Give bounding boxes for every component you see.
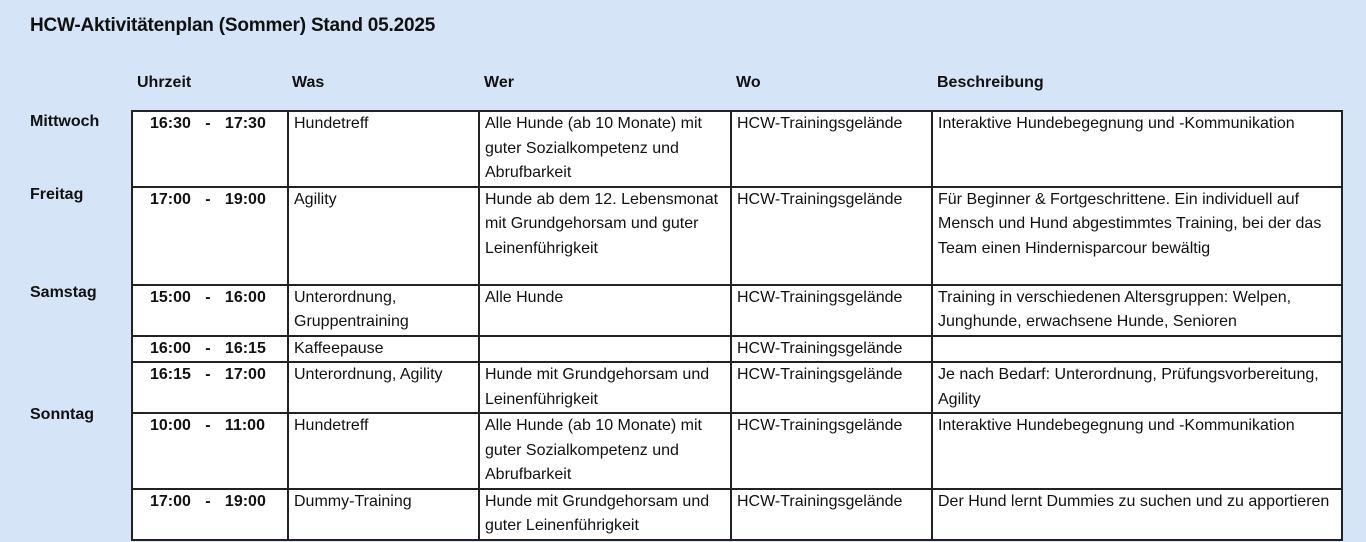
time-cell [132, 111, 288, 187]
end-time: 19:00 [224, 492, 266, 510]
wer-cell: Alle Hunde [479, 285, 731, 336]
end-time: 17:00 [224, 366, 266, 383]
time-separator: - [205, 366, 211, 383]
start-time: 10:00 [150, 417, 191, 434]
header-was: Was [292, 74, 325, 91]
day-label-mittwoch: Mittwoch [30, 113, 100, 130]
time-cell [132, 489, 288, 540]
beschreibung-cell: Training in verschiedenen Altersgruppen: Welpen, Junghunde, erwachsene Hunde, Senioren [932, 285, 1342, 336]
beschreibung-cell: Der Hund lernt Dummies zu suchen und zu apportieren [932, 489, 1342, 540]
wer-cell: Alle Hunde (ab 10 Monate) mit guter Sozialkompetenz und Abrufbarkeit [479, 111, 731, 187]
time-separator: - [205, 115, 211, 132]
table-row [132, 187, 1342, 285]
was-cell: Agility [288, 187, 479, 285]
header-wo: Wo [736, 74, 761, 91]
table-row [132, 336, 1342, 363]
start-time: 16:30 [150, 115, 191, 132]
wo-cell: HCW-Trainingsgelände [731, 111, 932, 187]
was-cell: Unterordnung, Gruppentraining [288, 285, 479, 336]
wer-cell [479, 336, 731, 363]
time-cell [132, 187, 288, 285]
was-cell: Unterordnung, Agility [288, 362, 479, 413]
day-label-samstag: Samstag [30, 284, 97, 301]
end-time: 11:00 [224, 417, 265, 434]
was-cell: Dummy-Training [288, 489, 479, 540]
start-time: 16:15 [150, 366, 191, 383]
wer-cell: Hunde ab dem 12. Lebensmonat mit Grundgehorsam und guter Leinenführigkeit [479, 187, 731, 285]
time-separator: - [205, 288, 211, 306]
day-label-freitag: Freitag [30, 186, 84, 203]
start-time: 17:00 [150, 190, 191, 208]
end-time: 17:30 [224, 115, 266, 132]
header-uhrzeit: Uhrzeit [137, 74, 192, 91]
end-time: 16:15 [224, 339, 266, 357]
wo-cell: HCW-Trainingsgelände [731, 285, 932, 336]
end-time: 19:00 [224, 190, 266, 208]
beschreibung-cell: Je nach Bedarf: Unterordnung, Prüfungsvorbereitung, Agility [932, 362, 1342, 413]
time-cell [132, 362, 288, 413]
table-row [132, 413, 1342, 489]
start-time: 17:00 [150, 492, 191, 510]
wo-cell: HCW-Trainingsgelände [731, 336, 932, 363]
time-separator: - [205, 190, 211, 208]
was-cell: Hundetreff [288, 413, 479, 489]
wo-cell: HCW-Trainingsgelände [731, 413, 932, 489]
wo-cell: HCW-Trainingsgelände [731, 187, 932, 285]
time-cell [132, 336, 288, 363]
beschreibung-cell [932, 336, 1342, 363]
time-separator: - [205, 492, 211, 510]
end-time: 16:00 [224, 288, 266, 306]
time-cell [132, 285, 288, 336]
table-row [132, 362, 1342, 413]
wo-cell: HCW-Trainingsgelände [731, 362, 932, 413]
time-cell [132, 413, 288, 489]
page-title: HCW-Aktivitätenplan (Sommer) Stand 05.2025 [30, 15, 436, 36]
time-separator: - [205, 417, 211, 434]
table-row [132, 285, 1342, 336]
wer-cell: Hunde mit Grundgehorsam und guter Leinenführigkeit [479, 489, 731, 540]
table-row [132, 489, 1342, 540]
table-row [132, 111, 1342, 187]
start-time: 16:00 [150, 339, 191, 357]
header-beschreibung: Beschreibung [937, 74, 1044, 91]
time-separator: - [205, 339, 211, 357]
day-label-sonntag: Sonntag [30, 406, 94, 423]
was-cell: Kaffeepause [288, 336, 479, 363]
wo-cell: HCW-Trainingsgelände [731, 489, 932, 540]
wer-cell: Alle Hunde (ab 10 Monate) mit guter Sozialkompetenz und Abrufbarkeit [479, 413, 731, 489]
wer-cell: Hunde mit Grundgehorsam und Leinenführigkeit [479, 362, 731, 413]
beschreibung-cell: Interaktive Hundebegegnung und -Kommunikation [932, 111, 1342, 187]
start-time: 15:00 [150, 288, 191, 306]
beschreibung-cell: Interaktive Hundebegegnung und -Kommunikation [932, 413, 1342, 489]
beschreibung-cell: Für Beginner & Fortgeschrittene. Ein individuell auf Mensch und Hund abgestimmtes Training, bei der das Team einen Hindernisparcour bewältig [932, 187, 1342, 285]
schedule-table [131, 110, 1343, 541]
header-wer: Wer [484, 74, 514, 91]
was-cell: Hundetreff [288, 111, 479, 187]
